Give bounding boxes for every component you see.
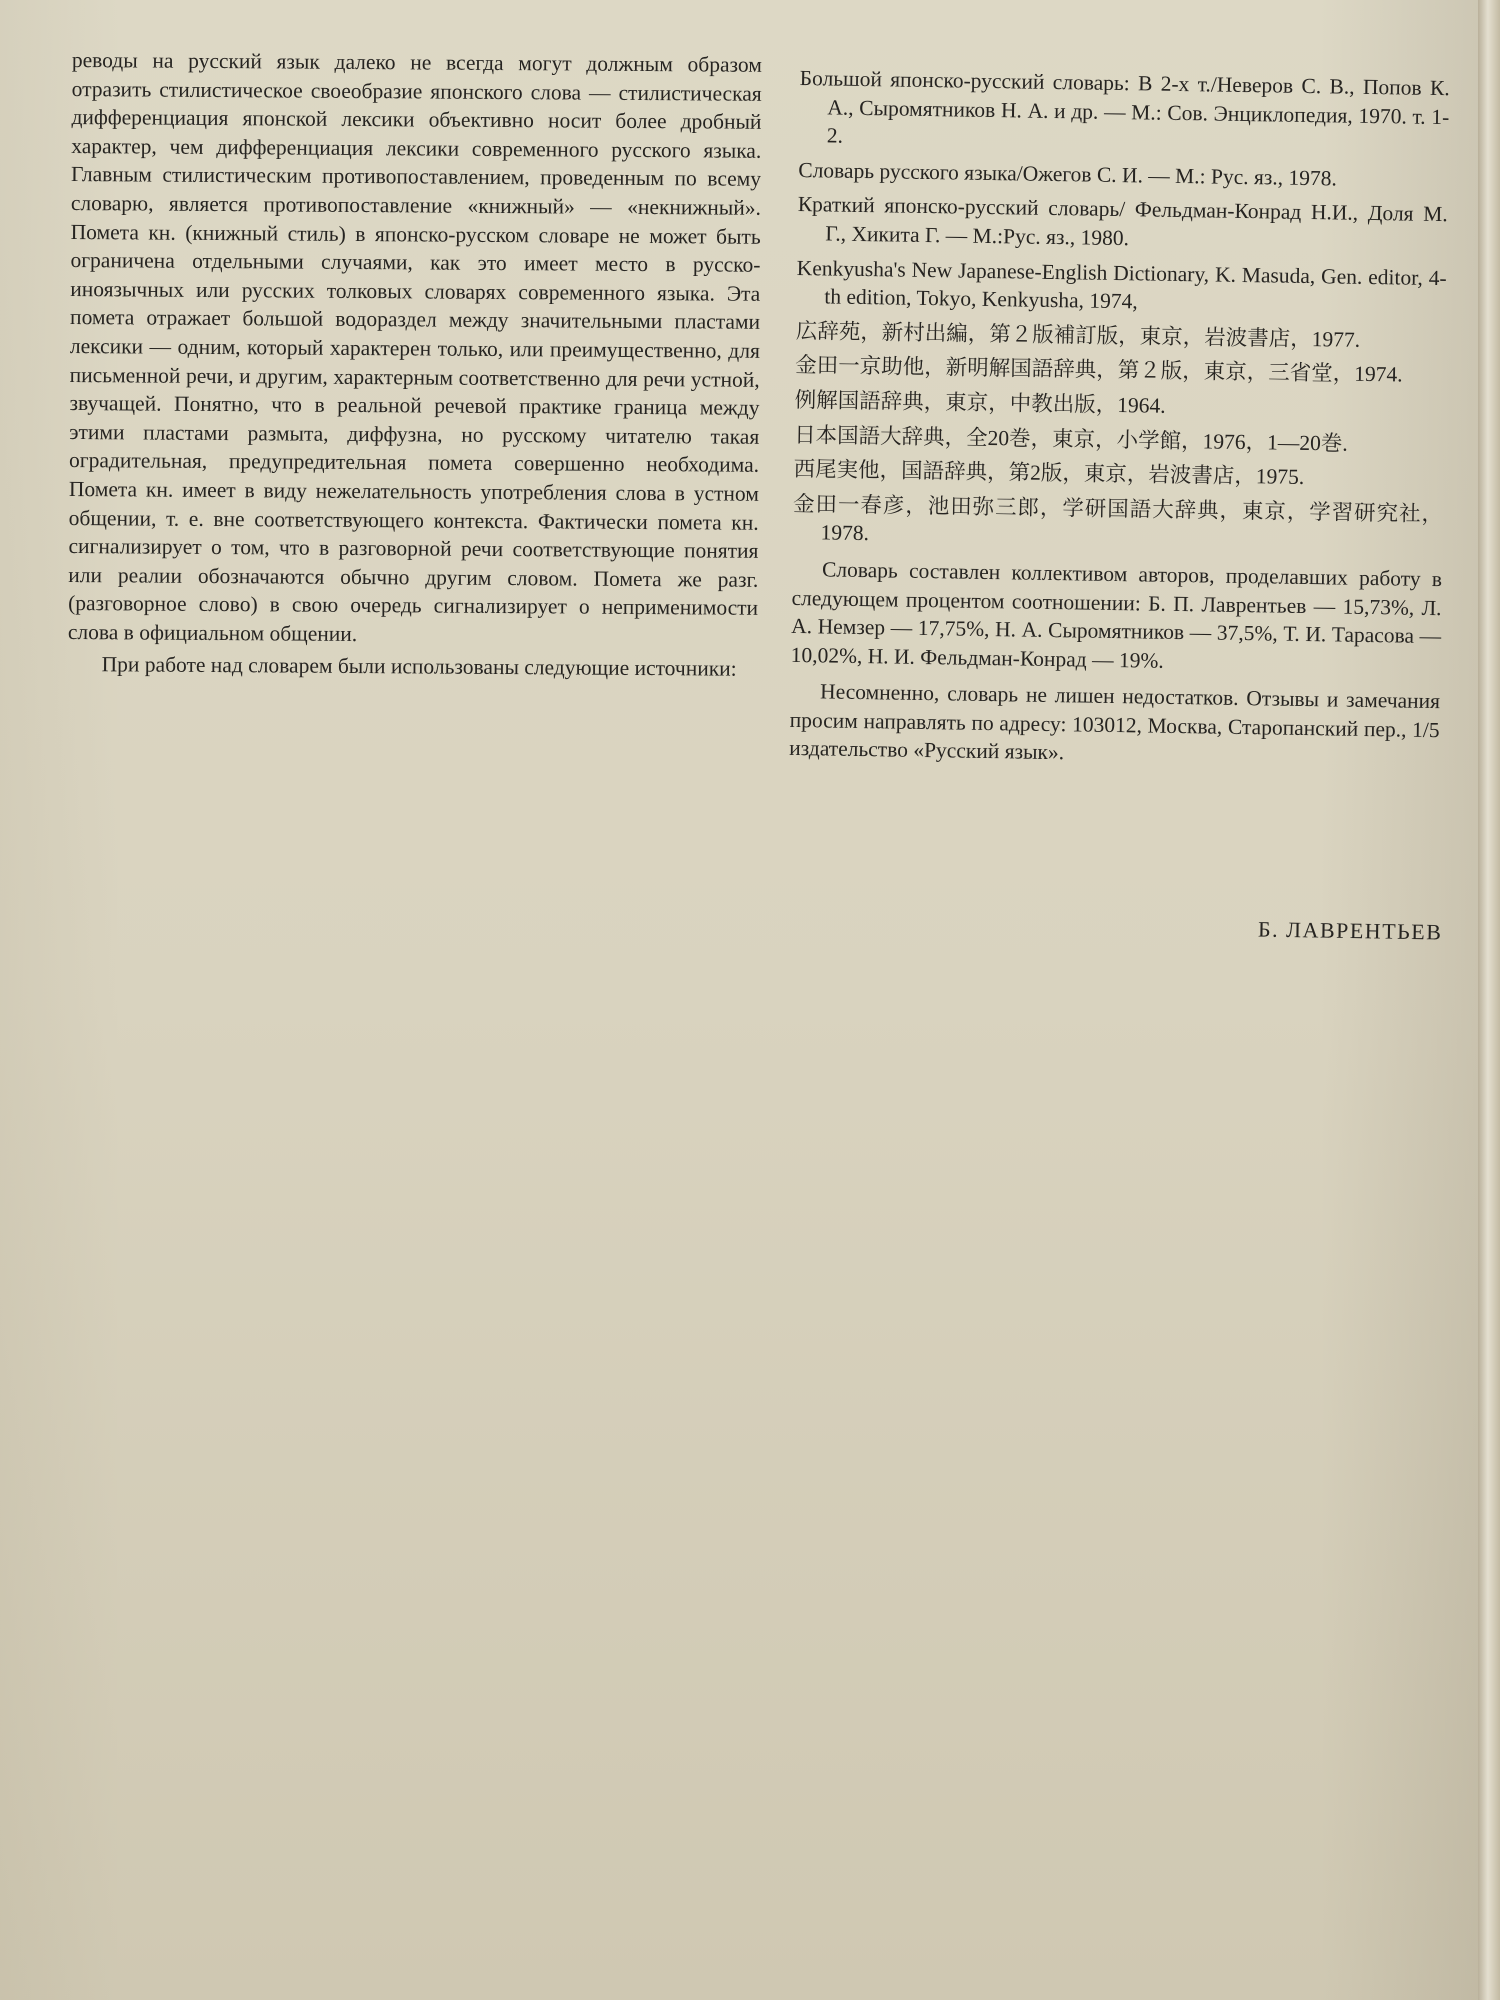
- left-column: [68, 46, 762, 684]
- source-item: 金田一春彦，池田弥三郎，学研国語大辞典，東京，学習研究社，1978.: [792, 491, 1444, 546]
- source-item: 日本国語大辞典，全20巻，東京，小学館，1976，1—20巻.: [793, 422, 1348, 456]
- source-item: 例解国語辞典，東京，中教出版，1964.: [794, 387, 1166, 418]
- source-item: Большой японско-русский словарь: В 2-х т./Неверов С. В., Попов К. А., Сыромятников Н. А. и др. — М.: Сов. Энциклопедия, 1970. т. 1-2.: [799, 65, 1450, 148]
- authors-paragraph: Словарь составлен коллективом авторов, проделавших работу в следующем процентом соотношении: Б. П. Лаврентьев — 15,73%, Л. А. Немзер — 17,75%, Н. А. Сыромятников — 37,5%, Т. И. Тарасова — 10,02%, Н. И. Фельдман-Конрад — 19%.: [790, 557, 1443, 673]
- source-item: 金田一京助他，新明解国語辞典，第２版，東京，三省堂，1974.: [795, 353, 1403, 387]
- left-paragraph-1: реводы на русский язык далеко не всегда могут должным образом отразить стилистическое своеобразие японского слова — стилистическая дифференциация японской лексики объективно носит более дробный характер, чем дифференциация лексики современного русского языка. Главным стилистическим противопоставлением, проведенным по всему словарю, является противопоставление «книжный» — «некнижный». Помета кн. (книжный стиль) в японско-русском словаре не может быть ограничена отдельными случаями, как это имеет место в русско-иноязычных или русских толковых словарях современного языка. Эта помета отражает большой водораздел между значительными пластами лексики — одним, который характерен только, или преимущественно, для письменной речи, и другим, характерным соответственно для речи устной, звучащей. Понятно, что в реальной речевой практике граница между этими пластами размыта, диффузна, но русскому читателю такая оградительная, предупредительная помета совершенно необходима. Помета кн. имеет в виду нежелательность употребления слова в устном общении, т. е. вне соответствующего контекста. Фактически помета кн. сигнализирует о том, что в разговорной речи соответствующие понятия или реалии обозначаются обычно другим словом. Помета же разг. (разговорное слово) в свою очередь сигнализирует о неприменимости слова в официальном общении.: [67, 47, 762, 646]
- page-edge: [1478, 0, 1500, 2000]
- source-item: Kenkyusha's New Japanese-English Dictionary, K. Masuda, Gen. editor, 4-th edition, Tokyo, Kenkyusha, 1974,: [796, 255, 1447, 314]
- left-paragraph-2: При работе над словарем были использованы следующие источники:: [101, 652, 737, 682]
- sources-list: [792, 64, 1450, 557]
- right-column: [789, 64, 1450, 773]
- feedback-paragraph: Несомненно, словарь не лишен недостатков. Отзывы и замечания просим направлять по адресу: 103012, Москва, Старопанский пер., 1/5 издательство «Русский язык».: [789, 679, 1441, 765]
- source-item: 西尾実他，国語辞典，第2版，東京，岩波書店，1975.: [793, 457, 1305, 490]
- source-item: 広辞苑，新村出編，第２版補訂版，東京，岩波書店，1977.: [795, 318, 1361, 352]
- source-item: Краткий японско-русский словарь/ Фельдман-Конрад Н.И., Доля М. Г., Хикита Г. — М.:Рус. яз., 1980.: [797, 192, 1448, 251]
- author-signature: Б. ЛАВРЕНТЬЕВ: [1257, 916, 1443, 945]
- source-item: Словарь русского языка/Ожегов С. И. — М.: Рус. яз., 1978.: [798, 157, 1338, 191]
